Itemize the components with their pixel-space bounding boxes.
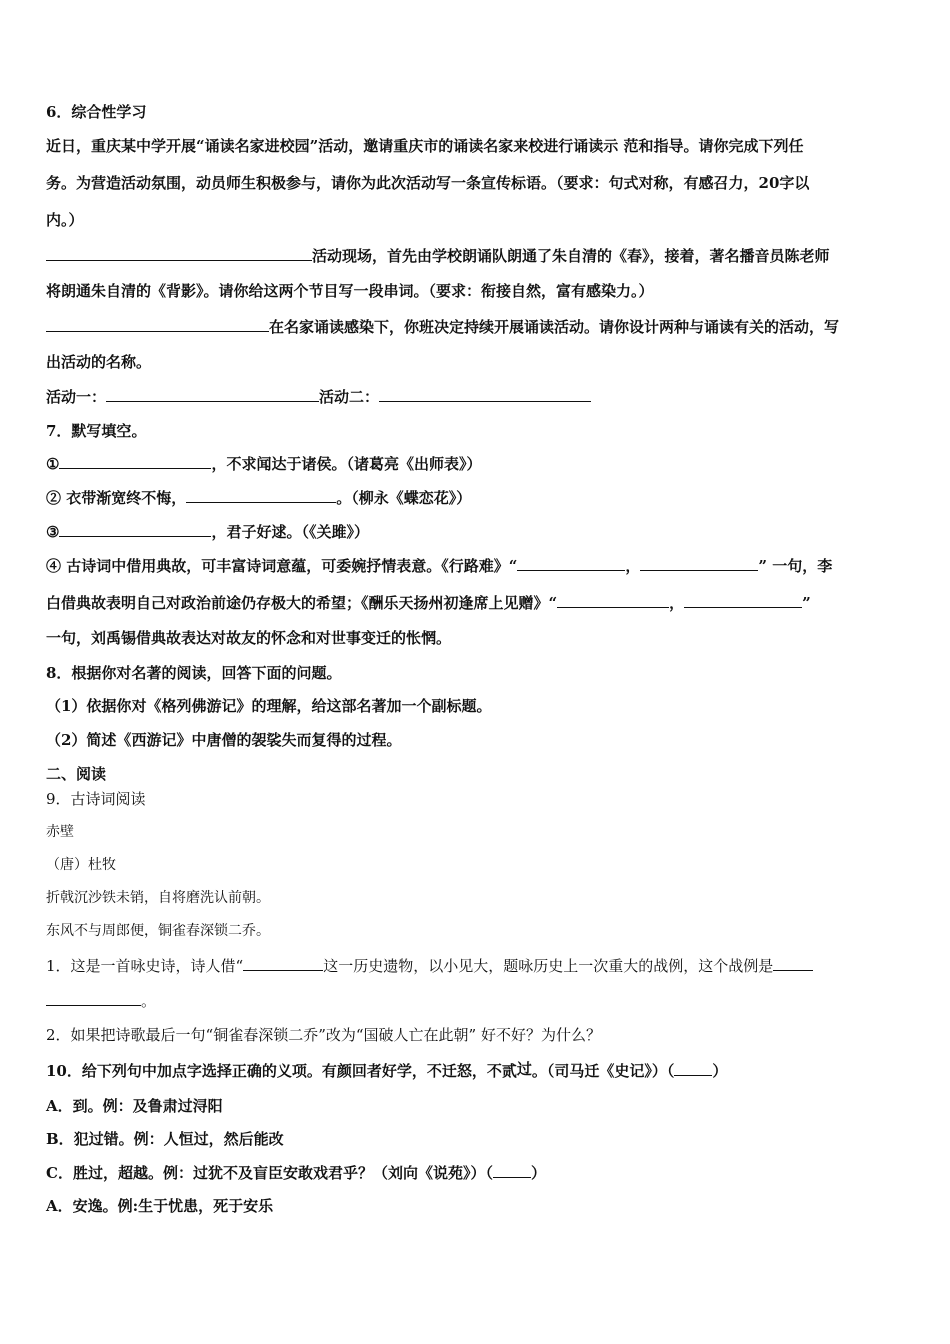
- q10-option-c-source: 敢戏君乎？（刘向《说苑》）（: [297, 1164, 493, 1182]
- q10-option-a: A．到。例：及鲁肃过浔阳: [46, 1097, 223, 1115]
- dotted-char: 安: [282, 1164, 298, 1182]
- poem-author: （唐）杜牧: [46, 857, 116, 873]
- q9-heading: 9．古诗词阅读: [46, 790, 146, 808]
- activity1-label: 活动一：: [46, 388, 107, 406]
- q7-item2: [46, 487, 471, 508]
- q7-item4-line3: 一句，刘禹锡借典故表达对故友的怀念和对世事变迁的怅惘。: [46, 629, 452, 647]
- q10-close-paren: ）: [712, 1062, 728, 1080]
- answer-blank[interactable]: [46, 316, 269, 332]
- q6-heading: 6．综合性学习: [46, 103, 147, 121]
- q7-item2-prefix: ② 衣带渐宽终不悔，: [46, 489, 187, 507]
- answer-blank[interactable]: [59, 521, 211, 537]
- q10-option-b: B．犯过错。例：人恒过，然后能改: [46, 1130, 284, 1148]
- answer-blank[interactable]: [674, 1060, 712, 1076]
- q7-item4-text-c: ” 一句，李: [758, 557, 833, 575]
- answer-blank[interactable]: [493, 1162, 531, 1178]
- q7-item3: [46, 521, 369, 542]
- q7-item1: [46, 453, 481, 474]
- q7-item4-line2: [46, 592, 811, 613]
- q6-intro-line2: 务。为营造活动氛围，动员师生积极参与，请你为此次活动写一条宣传标语。（要求：句式对称，有感召力，20字以: [46, 174, 810, 192]
- q8-sub1: （1）依据你对《格列佛游记》的理解，给这部名著加一个副标题。: [46, 697, 492, 715]
- q10-source: 。（司马迁《史记》）（: [531, 1062, 675, 1080]
- answer-blank[interactable]: [59, 453, 211, 469]
- poem-line1: 折戟沉沙铁未销，自将磨洗认前朝。: [46, 890, 270, 906]
- answer-blank[interactable]: [517, 555, 625, 571]
- q7-item3-prefix: ③: [46, 523, 60, 541]
- q9-sub2: 2．如果把诗歌最后一句“铜雀春深锁二乔”改为“国破人亡在此朝” 好不好？为什么？: [46, 1026, 601, 1044]
- q7-heading: 7．默写填空。: [46, 422, 147, 440]
- q6-part2-line2: 将朗通朱自清的《背影》。请你给这两个节目写一段串词。（要求：衔接自然，富有感染力。）: [46, 282, 654, 300]
- q9-sub1-line1: [46, 955, 813, 976]
- answer-blank[interactable]: [46, 245, 312, 261]
- q6-intro-line1: 近日，重庆某中学开展“诵读名家进校园”活动，邀请重庆市的诵读名家来校进行诵读示 范和指导。请你完成下列任: [46, 137, 804, 155]
- q6-part3-line2: 出活动的名称。: [46, 353, 152, 371]
- q10-heading-text: 10．给下列句中加点字选择正确的义项。有颜回者好学，不迁怒，不贰: [46, 1062, 517, 1080]
- q7-item1-suffix: ，不求闻达于诸侯。（诸葛亮《出师表》）: [211, 455, 482, 473]
- poem-line2: 东风不与周郎便，铜雀春深锁二乔。: [46, 923, 270, 939]
- q7-item4-comma2: ，: [669, 594, 685, 612]
- q6-part3-line1: [46, 316, 839, 337]
- q8-sub2: （2）简述《西游记》中唐僧的袈裟失而复得的过程。: [46, 731, 402, 749]
- q9-sub1-end: 。: [141, 992, 157, 1010]
- section-heading: 二、阅读: [46, 765, 107, 783]
- q8-heading: 8．根据你对名著的阅读，回答下面的问题。: [46, 664, 342, 682]
- q10-option-c: [46, 1162, 546, 1183]
- answer-blank[interactable]: [46, 990, 141, 1006]
- q7-item3-suffix: ，君子好逑。（《关雎》）: [211, 523, 369, 541]
- q7-item4-close-quote: ”: [802, 594, 811, 612]
- dotted-char: 过: [516, 1060, 532, 1078]
- activity1-blank[interactable]: [106, 386, 319, 402]
- q7-item2-suffix: 。（柳永《蝶恋花》）: [336, 489, 472, 507]
- q9-sub1-line2: [46, 990, 156, 1011]
- q6-part3-text: 在名家诵读感染下，你班决定持续开展诵读活动。请你设计两种与诵读有关的活动，写: [269, 318, 840, 336]
- q7-item1-prefix: ①: [46, 455, 60, 473]
- answer-blank[interactable]: [243, 955, 323, 971]
- q9-sub1-text-b: 这一历史遗物，以小见大，题咏历史上一次重大的战例，这个战例是: [323, 957, 774, 975]
- q10-option-c-close: ）: [530, 1164, 546, 1182]
- answer-blank[interactable]: [557, 592, 669, 608]
- answer-blank[interactable]: [186, 487, 336, 503]
- activity2-label: 活动二：: [319, 388, 380, 406]
- q10-heading: [46, 1060, 727, 1081]
- q10-option-a2: A．安逸。例:生于忧患，死于安乐: [46, 1197, 274, 1215]
- q6-activities: [46, 386, 591, 407]
- q6-part2-line1: [46, 245, 830, 266]
- activity2-blank[interactable]: [379, 386, 591, 402]
- poem-title: 赤壁: [46, 824, 74, 840]
- q7-item4-comma1: ，: [625, 557, 641, 575]
- q7-item4-text-d: 白借典故表明自己对政治前途仍存极大的希望；《酬乐天扬州初逢席上见赠》“: [46, 594, 558, 612]
- q7-item4-text-a: ④ 古诗词中借用典故，可丰富诗词意蕴，可委婉抒情表意。《行路难》“: [46, 557, 518, 575]
- answer-blank[interactable]: [640, 555, 758, 571]
- q10-option-c-text: C．胜过，超越。例：过犹不及盲臣: [46, 1164, 283, 1182]
- answer-blank[interactable]: [684, 592, 802, 608]
- q7-item4-line1: [46, 555, 832, 576]
- q6-part2-text: 活动现场，首先由学校朗诵队朗通了朱自清的《春》，接着，著名播音员陈老师: [312, 247, 830, 265]
- q6-intro-line3: 内。）: [46, 211, 84, 229]
- answer-blank[interactable]: [773, 955, 813, 971]
- q9-sub1-text-a: 1．这是一首咏史诗，诗人借“: [46, 957, 244, 975]
